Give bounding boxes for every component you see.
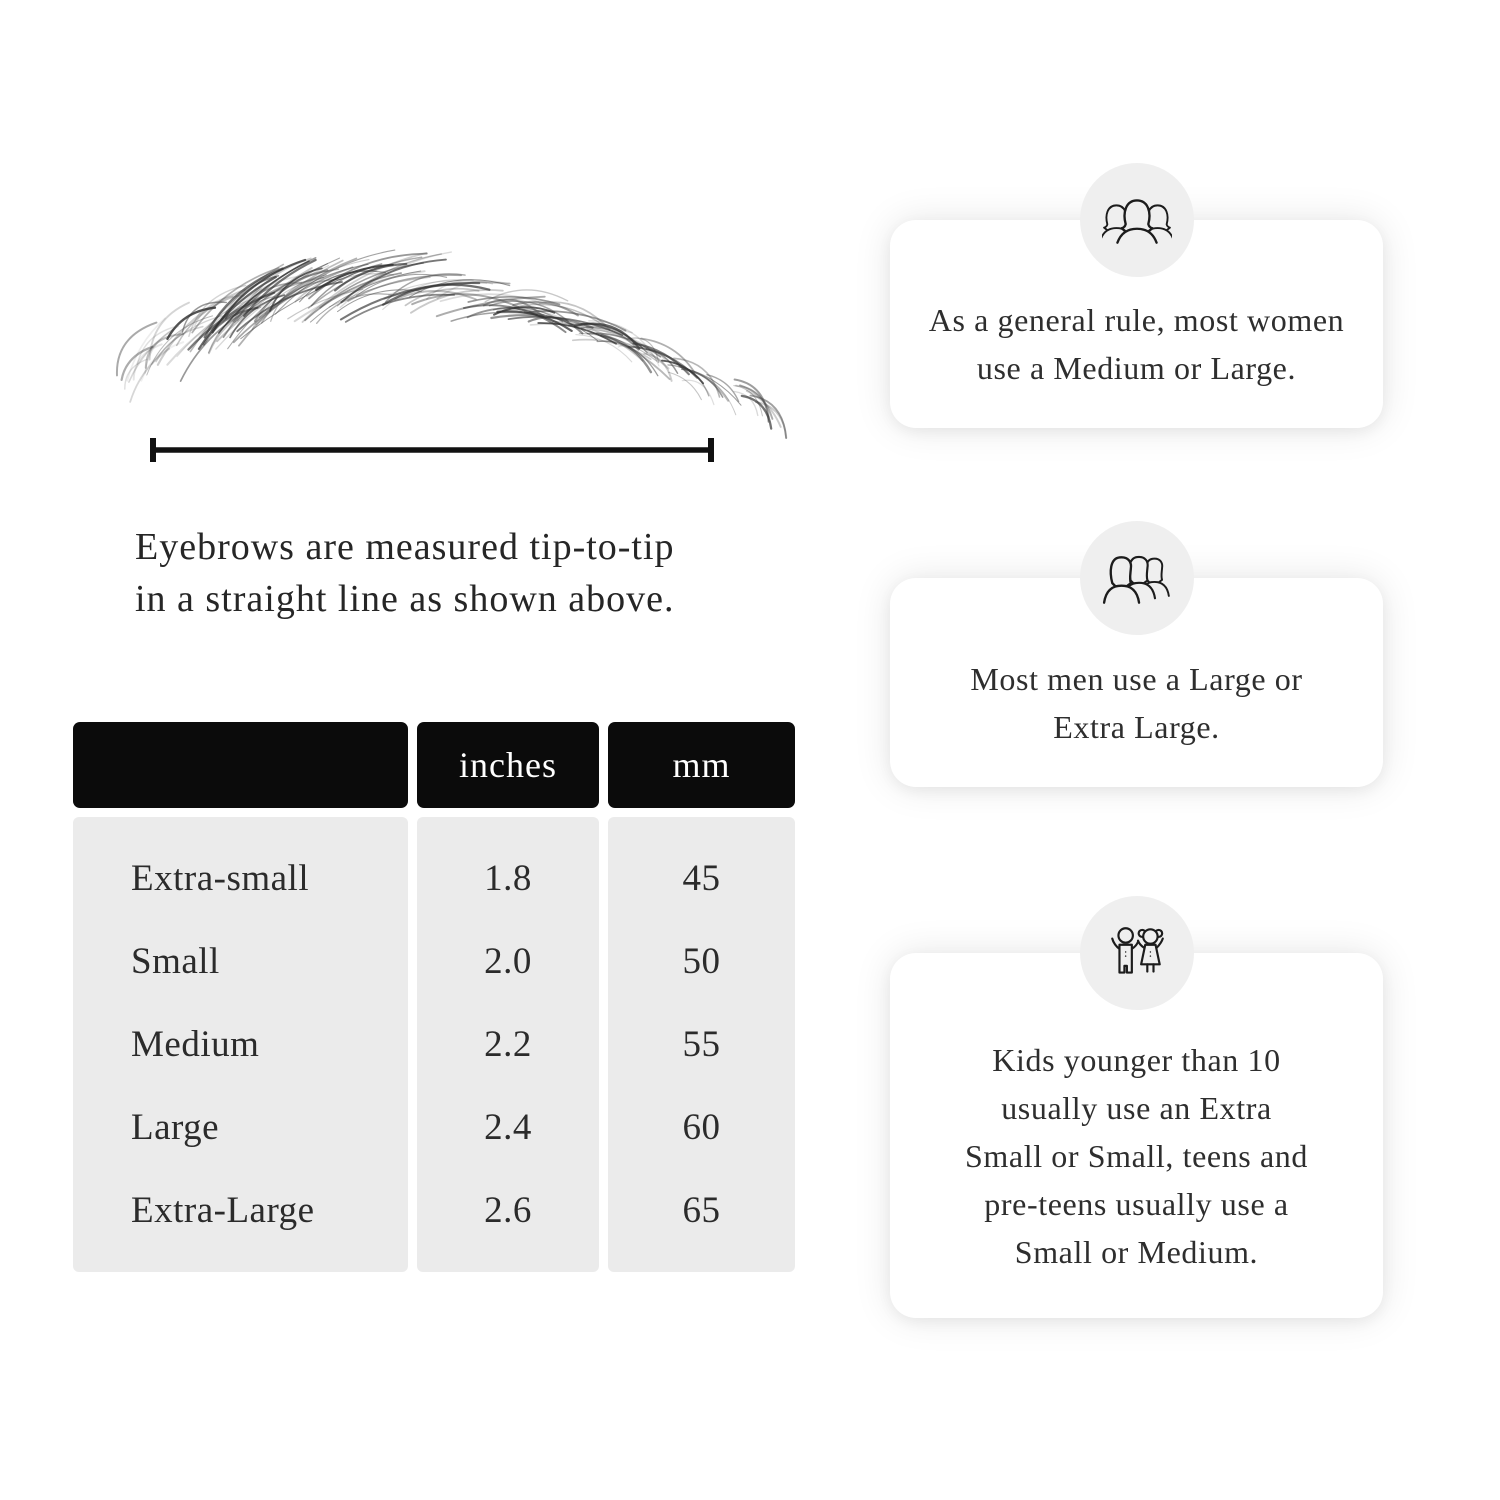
inches-value: 2.4	[484, 1107, 532, 1148]
size-table-body	[73, 817, 795, 1272]
mm-value: 60	[682, 1107, 721, 1148]
mm-value: 65	[682, 1190, 721, 1231]
inches-value: 2.2	[484, 1024, 532, 1065]
card-kids-line-1: Kids younger than 10	[992, 1041, 1281, 1078]
card-women-line-1: As a general rule, most women	[928, 302, 1345, 338]
card-men	[890, 578, 1383, 787]
card-men-text	[970, 655, 1302, 751]
inches-value: 1.8	[484, 858, 532, 899]
column-inches	[417, 817, 599, 1272]
card-men-line-1: Most men use a Large or	[970, 660, 1303, 697]
size-label: Large	[131, 1107, 220, 1148]
column-size-names	[73, 817, 408, 1272]
card-kids-line-4: pre-teens usually use a	[984, 1185, 1289, 1222]
eyebrow-illustration	[115, 226, 787, 436]
size-table	[73, 722, 795, 1272]
men-icon-circle	[1080, 521, 1194, 635]
size-table-header	[73, 722, 795, 808]
card-women-line-2: use a Medium or Large.	[976, 350, 1297, 386]
measurement-line	[148, 434, 716, 466]
card-kids-line-5: Small or Medium.	[1014, 1233, 1259, 1270]
mm-value: 55	[682, 1024, 721, 1065]
card-men-line-2: Extra Large.	[1053, 708, 1220, 745]
size-label: Medium	[131, 1024, 260, 1065]
card-kids-line-3: Small or Small, teens and	[965, 1137, 1308, 1174]
card-women-text	[929, 296, 1345, 392]
card-kids-text	[965, 1036, 1308, 1276]
women-icon-circle	[1080, 163, 1194, 277]
card-kids-line-2: usually use an Extra	[1001, 1089, 1272, 1126]
caption-line-1: Eyebrows are measured tip-to-tip	[135, 526, 675, 568]
mm-value: 50	[682, 941, 721, 982]
inches-value: 2.6	[484, 1190, 532, 1231]
caption-line-2: in a straight line as shown above.	[135, 578, 675, 620]
column-mm	[608, 817, 795, 1272]
kids-icon-circle	[1080, 896, 1194, 1010]
card-kids	[890, 953, 1383, 1318]
women-group-icon	[1102, 194, 1172, 246]
mm-value: 45	[682, 858, 721, 899]
children-icon	[1104, 924, 1170, 982]
size-label: Extra-small	[131, 858, 310, 899]
card-women	[890, 220, 1383, 428]
header-cell-inches: inches	[417, 722, 599, 808]
men-group-icon	[1101, 551, 1173, 605]
header-cell-blank	[73, 722, 408, 808]
size-label: Small	[131, 941, 220, 982]
inches-value: 2.0	[484, 941, 532, 982]
measurement-caption	[135, 521, 775, 625]
header-cell-mm: mm	[608, 722, 795, 808]
size-label: Extra-Large	[131, 1190, 315, 1231]
